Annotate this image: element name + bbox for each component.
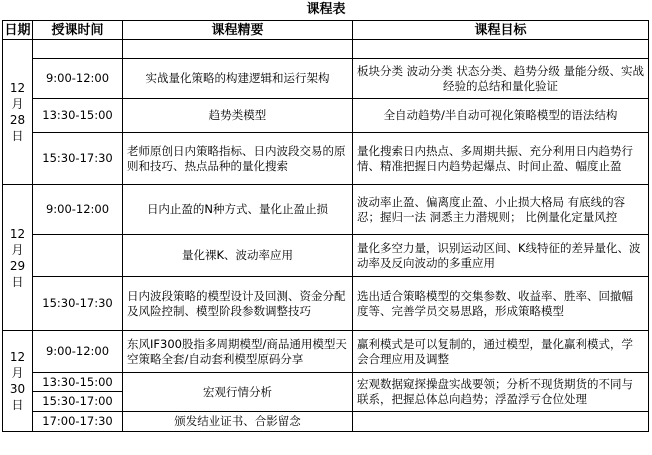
header-time: 授课时间 (33, 21, 123, 40)
content-cell: 颁发结业证书、合影留念 (123, 412, 353, 432)
date-text: 12 月 30 日 (9, 350, 26, 412)
page-title: 课程表 (306, 2, 346, 17)
date-cell (3, 331, 33, 432)
goal-cell (353, 40, 649, 59)
table-row (3, 99, 649, 133)
goal-cell: 板块分类 波动分类 状态分类、趋势分级 量能分级、实战经验的总结和量化验证 (353, 59, 649, 99)
table-row (3, 40, 649, 59)
goal-cell: 量化多空力量，识别运动区间、K线特征的差异量化、波动率及反向波动的多重应用 (353, 235, 649, 277)
header-content: 课程精要 (123, 21, 353, 40)
content-cell: 宏观行情分析 (123, 373, 353, 412)
goal-cell: 选出适合策略模型的交集参数、收益率、胜率、回撤幅度等、完善学员交易思路，形成策略模型 (353, 277, 649, 331)
goal-cell: 全自动趋势/半自动可视化策略模型的语法结构 (353, 99, 649, 133)
goal-cell: 波动率止盈、偏离度止盈、小止损大格局 有底线的容忍；握归一法 洞悉主力潜规则； 比例量化定量风控 (353, 185, 649, 235)
time-cell: 13:30-15:00 (33, 373, 123, 392)
goal-cell: 赢利模式是可以复制的，通过模型，量化赢利模式，学会合理应用及调整 (353, 331, 649, 373)
date-cell (3, 185, 33, 331)
time-cell: 17:00-17:30 (33, 412, 123, 432)
table-row (3, 412, 649, 432)
table-row (3, 277, 649, 331)
content-cell: 日内止盈的N种方式、量化止盈止损 (123, 185, 353, 235)
table-row (3, 235, 649, 277)
content-cell (123, 40, 353, 59)
time-cell: 13:30-15:00 (33, 99, 123, 133)
time-cell: 15:30-17:00 (33, 392, 123, 412)
content-cell: 日内波段策略的模型设计及回测、资金分配及风险控制、模型阶段参数调整技巧 (123, 277, 353, 331)
content-cell: 量化裸K、波动率应用 (123, 235, 353, 277)
time-cell (33, 40, 123, 59)
goal-cell (353, 412, 649, 432)
date-text: 12 月 29 日 (9, 226, 26, 289)
goal-cell: 宏观数据窥探操盘实战要领；分析不现货期货的不同与联系，把握总体总向趋势；浮盈浮亏仓位处理 (353, 373, 649, 412)
date-text: 12 月 28 日 (9, 81, 26, 143)
table-row (3, 133, 649, 185)
table-row (3, 373, 649, 392)
schedule-table (2, 20, 649, 432)
content-cell: 老师原创日内策略指标、日内波段交易的原则和技巧、热点品种的量化搜索 (123, 133, 353, 185)
content-cell: 实战量化策略的构建逻辑和运行架构 (123, 59, 353, 99)
table-row (3, 185, 649, 235)
header-goal: 课程目标 (353, 21, 649, 40)
table-row (3, 59, 649, 99)
time-cell (33, 235, 123, 277)
time-cell: 15:30-17:30 (33, 277, 123, 331)
time-cell: 9:00-12:00 (33, 331, 123, 373)
header-date: 日期 (4, 22, 31, 38)
time-cell: 9:00-12:00 (33, 185, 123, 235)
table-header-row (3, 21, 649, 40)
table-row (3, 331, 649, 373)
date-cell (3, 40, 33, 185)
content-cell: 趋势类模型 (123, 99, 353, 133)
content-cell: 东风IF300股指多周期模型/商品通用模型天空策略全套/自动套利模型原码分享 (123, 331, 353, 373)
goal-cell: 量化搜索日内热点、多周期共振、充分利用日内趋势行情、精准把握日内趋势起爆点、时间止盈、幅度止盈 (353, 133, 649, 185)
time-cell: 9:00-12:00 (33, 59, 123, 99)
time-cell: 15:30-17:30 (33, 133, 123, 185)
